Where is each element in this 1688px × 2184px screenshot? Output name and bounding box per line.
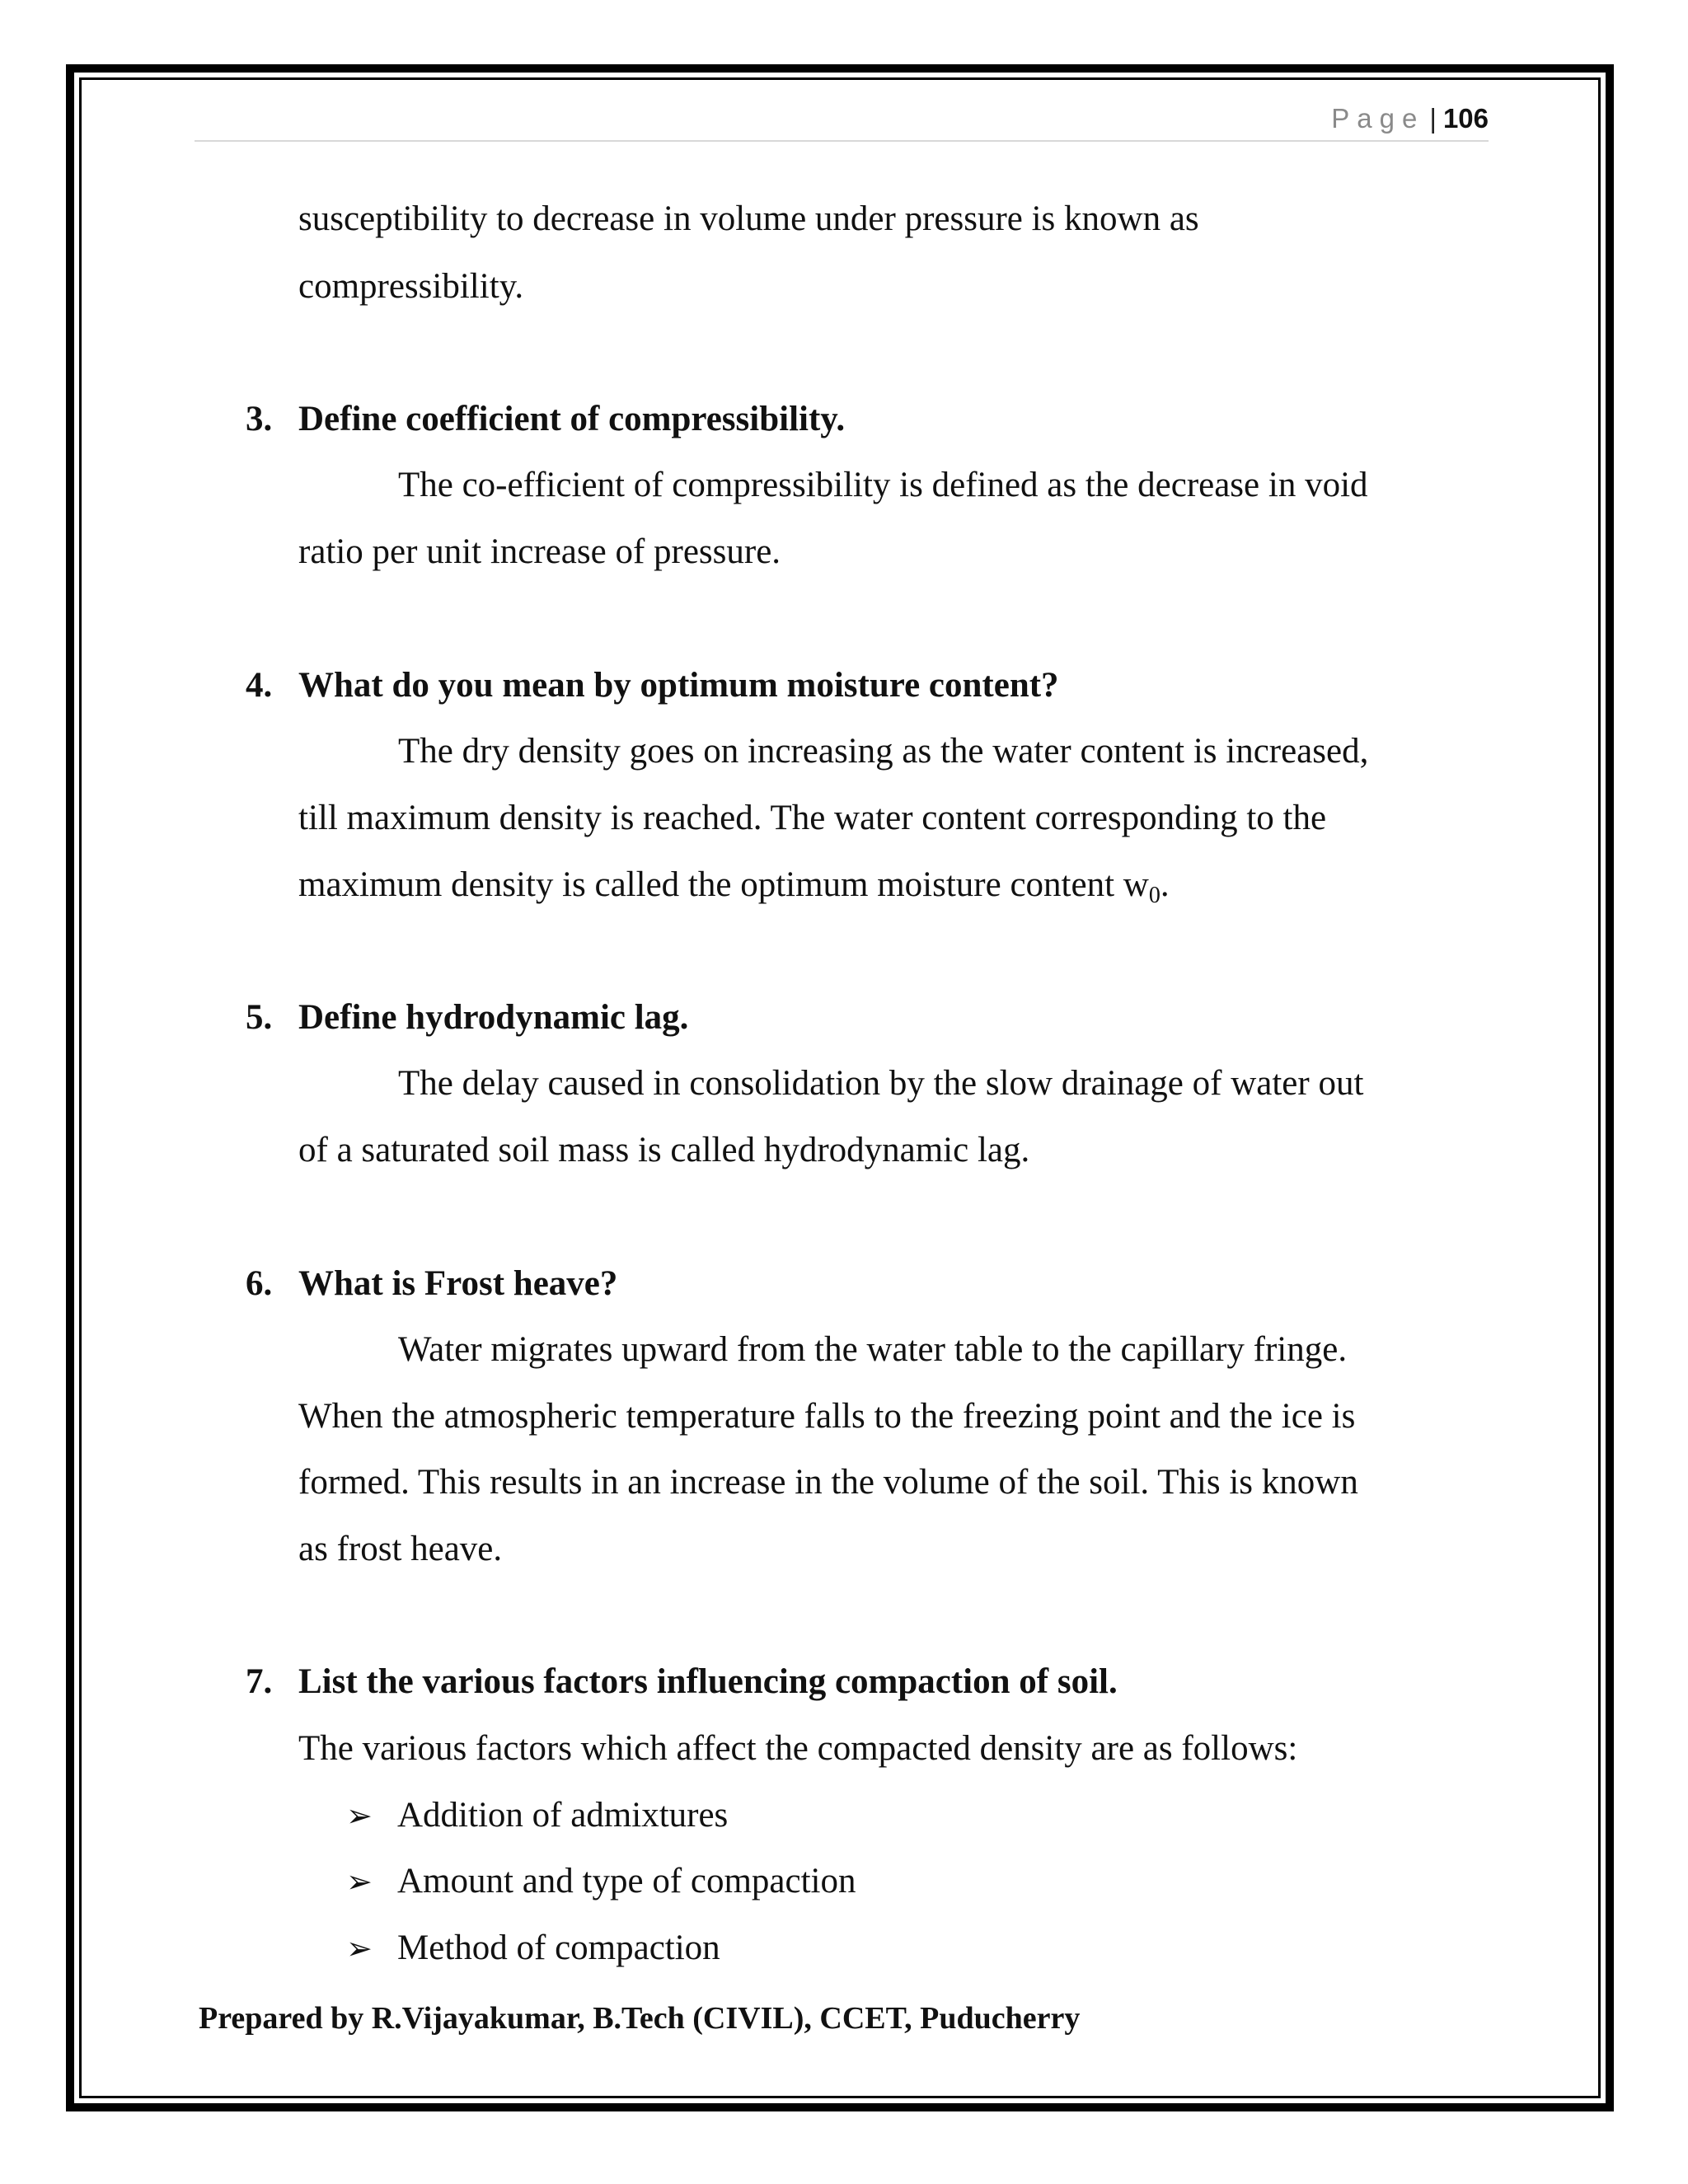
answer-line: The delay caused in consolidation by the slow drainage of water out: [398, 1064, 1364, 1103]
bullet-item: [346, 1794, 728, 1837]
question-number: 5.: [246, 998, 273, 1037]
answer-line: till maximum density is reached. The water content corresponding to the: [298, 799, 1327, 837]
answer-line: ratio per unit increase of pressure.: [298, 532, 781, 571]
bullet-text: Method of compaction: [397, 1929, 720, 1967]
question-title: List the various factors influencing compaction of soil.: [298, 1662, 1118, 1701]
bullet-text: Addition of admixtures: [397, 1796, 729, 1835]
answer-line: of a saturated soil mass is called hydrodynamic lag.: [298, 1131, 1030, 1169]
answer-line: When the atmospheric temperature falls to the freezing point and the ice is: [298, 1397, 1356, 1436]
paragraph-line: susceptibility to decrease in volume under pressure is known as: [298, 199, 1199, 238]
bullet-item: [346, 1927, 720, 1970]
bullet-text: Amount and type of compaction: [397, 1862, 856, 1900]
answer-intro: The various factors which affect the compacted density are as follows:: [298, 1729, 1298, 1768]
answer-line: as frost heave.: [298, 1530, 503, 1568]
answer-line: Water migrates upward from the water table to the capillary fringe.: [398, 1330, 1348, 1369]
paragraph-line: compressibility.: [298, 267, 524, 306]
question-title: Define hydrodynamic lag.: [298, 998, 689, 1037]
answer-line: [298, 864, 1170, 907]
page-word: Page: [1331, 103, 1425, 134]
question-number: 4.: [246, 666, 273, 705]
page-footer: Prepared by R.Vijayakumar, B.Tech (CIVIL), CCET, Puducherry: [199, 2001, 1081, 2036]
page-separator: |: [1429, 103, 1437, 134]
answer-line: formed. This results in an increase in the volume of the soil. This is known: [298, 1463, 1358, 1502]
answer-line: The dry density goes on increasing as the water content is increased,: [398, 732, 1369, 771]
page-header: [195, 97, 1489, 142]
answer-line: The co-efficient of compressibility is defined as the decrease in void: [398, 466, 1368, 504]
question-number: 6.: [246, 1264, 273, 1303]
arrowhead-bullet-icon: ➢: [346, 1863, 373, 1900]
question-title: What is Frost heave?: [298, 1264, 618, 1303]
arrowhead-bullet-icon: ➢: [346, 1930, 373, 1966]
question-number: 3.: [246, 400, 273, 438]
trailing-period: .: [1160, 865, 1170, 904]
arrowhead-bullet-icon: ➢: [346, 1797, 373, 1834]
bullet-item: [346, 1860, 856, 1903]
question-number: 7.: [246, 1662, 273, 1701]
page-number-label: [1331, 102, 1489, 135]
subscript-zero: 0: [1148, 883, 1160, 908]
page-number: 106: [1442, 103, 1489, 134]
question-title: Define coefficient of compressibility.: [298, 400, 846, 438]
question-title: What do you mean by optimum moisture content?: [298, 666, 1059, 705]
answer-line-text: maximum density is called the optimum moisture content w: [298, 865, 1149, 904]
